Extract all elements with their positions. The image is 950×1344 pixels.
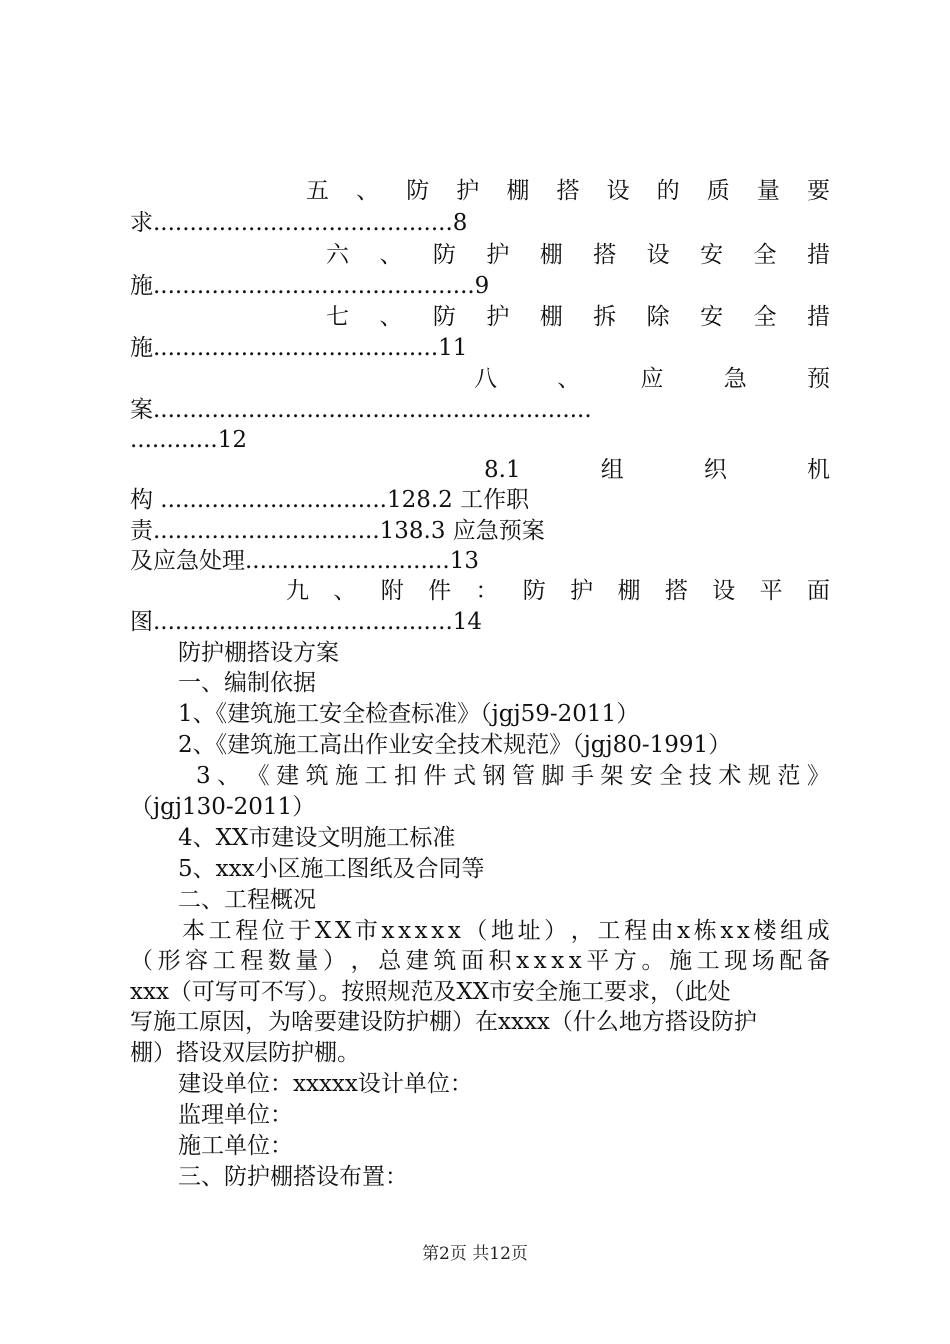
glyph: 的 <box>656 178 680 204</box>
glyph: 》 <box>806 763 830 789</box>
glyph: 防 <box>522 578 546 604</box>
glyph: 附 <box>380 578 404 604</box>
glyph: x <box>533 948 547 974</box>
glyph: （ <box>130 948 153 974</box>
glyph: X <box>314 918 332 944</box>
reference-3-cont: （jgj130-2011） <box>130 794 316 820</box>
glyph: x <box>431 918 445 944</box>
toc-item-8-2-leader: 责...............................138.3 应急预案 <box>130 518 545 544</box>
glyph: x <box>568 948 582 974</box>
glyph: 量 <box>295 948 319 974</box>
reference-1: 1、《建筑施工安全检查标准》（jgj59-2011） <box>178 701 640 727</box>
toc-item-9-leader: 图.........................................14 <box>130 609 483 635</box>
glyph: 程 <box>623 918 647 944</box>
glyph: x <box>381 918 395 944</box>
glyph: 市 <box>354 918 378 944</box>
glyph: 钢 <box>482 763 506 789</box>
glyph: 施 <box>669 948 693 974</box>
glyph: 护 <box>486 304 510 330</box>
glyph: 规 <box>747 763 771 789</box>
glyph: 备 <box>806 948 830 974</box>
glyph: 术 <box>718 763 742 789</box>
glyph: 程 <box>235 918 259 944</box>
glyph: 现 <box>724 948 748 974</box>
glyph: 栋 <box>693 918 717 944</box>
glyph: 3 <box>196 763 211 789</box>
glyph: 址 <box>517 918 541 944</box>
page-footer: 第2页 共12页 <box>422 1244 528 1264</box>
section-3-heading: 三、防护棚搭设布置： <box>178 1164 408 1190</box>
reference-3 <box>196 761 830 792</box>
glyph: 建 <box>405 948 429 974</box>
glyph: 设 <box>606 178 630 204</box>
glyph: 场 <box>751 948 775 974</box>
glyph: 七 <box>326 304 349 330</box>
glyph: 手 <box>570 763 594 789</box>
glyph: 筑 <box>305 763 329 789</box>
glyph: 成 <box>806 918 830 944</box>
toc-item-7-leader: 施.......................................11 <box>130 335 468 361</box>
glyph: 平 <box>586 948 610 974</box>
glyph: x <box>720 918 734 944</box>
glyph: 件 <box>423 763 447 789</box>
glyph: 形 <box>157 948 181 974</box>
glyph: 棚 <box>506 178 530 204</box>
glyph: 护 <box>486 242 510 268</box>
glyph: 措 <box>806 242 830 268</box>
toc-item-5-leader: 求.........................................8 <box>130 210 468 236</box>
overview-line-4: 写施工原因，为啥要建设防护棚）在xxxx（什么地方搭设防护 <box>130 1009 757 1035</box>
glyph: ： <box>475 578 499 604</box>
glyph: 护 <box>456 178 480 204</box>
glyph: ） <box>544 918 568 944</box>
glyph: 位 <box>261 918 285 944</box>
supervisor-unit: 监理单位： <box>178 1102 293 1128</box>
glyph: 楼 <box>753 918 777 944</box>
glyph: 筑 <box>433 948 457 974</box>
glyph: 平 <box>759 578 783 604</box>
glyph: 工 <box>364 763 388 789</box>
section-2-heading: 二、工程概况 <box>178 887 316 913</box>
glyph: 《 <box>246 763 270 789</box>
toc-item-8-leader-cont: ............12 <box>130 427 247 453</box>
glyph: 棚 <box>539 242 563 268</box>
glyph: 建 <box>276 763 300 789</box>
glyph: ， <box>350 948 374 974</box>
toc-item-7-title <box>326 302 830 333</box>
reference-4: 4、XX市建设文明施工标准 <box>178 825 456 851</box>
document-title: 防护棚搭设方案 <box>178 640 339 666</box>
overview-line-2 <box>130 946 830 977</box>
glyph: 方 <box>613 948 637 974</box>
glyph: 件 <box>428 578 452 604</box>
section-1-heading: 一、编制依据 <box>178 670 316 696</box>
reference-5: 5、xxx小区施工图纸及合同等 <box>178 856 485 882</box>
glyph: 。 <box>641 948 665 974</box>
glyph: 积 <box>488 948 512 974</box>
glyph: x <box>677 918 691 944</box>
glyph: 拆 <box>593 304 617 330</box>
toc-item-9-title <box>286 576 830 607</box>
glyph: 设 <box>646 242 670 268</box>
reference-2: 2、《建筑施工高出作业安全技术规范》（jgj80-1991） <box>178 732 732 758</box>
toc-item-8-1-word2: 织 <box>703 457 727 483</box>
glyph: ） <box>323 948 347 974</box>
glyph: 地 <box>490 918 514 944</box>
glyph: x <box>447 918 461 944</box>
glyph: 、 <box>379 242 403 268</box>
glyph: 数 <box>267 948 291 974</box>
glyph: 架 <box>600 763 624 789</box>
toc-item-8-1-word3: 机 <box>807 457 830 483</box>
glyph: x <box>736 918 750 944</box>
glyph: 防 <box>432 242 456 268</box>
toc-item-8-title <box>474 364 830 395</box>
glyph: 量 <box>756 178 780 204</box>
glyph: x <box>398 918 412 944</box>
glyph: 应 <box>640 366 664 392</box>
glyph: 全 <box>659 763 683 789</box>
toc-item-8-3-leader: 及应急处理............................13 <box>130 548 479 574</box>
glyph: 安 <box>700 242 724 268</box>
glyph: 工 <box>212 948 236 974</box>
toc-item-8-1-title <box>484 455 830 486</box>
toc-item-5-title <box>306 176 830 207</box>
glyph: 总 <box>378 948 402 974</box>
glyph: 、 <box>379 304 403 330</box>
glyph: 、 <box>356 178 380 204</box>
builder-unit: 建设单位：xxxxx设计单位： <box>178 1071 473 1097</box>
contractor-unit: 施工单位： <box>178 1133 293 1159</box>
glyph: 范 <box>777 763 801 789</box>
glyph: 全 <box>753 242 777 268</box>
glyph: 工 <box>597 918 621 944</box>
glyph: 搭 <box>664 578 688 604</box>
glyph: 容 <box>185 948 209 974</box>
toc-item-8-1-word1: 组 <box>600 457 624 483</box>
glyph: 棚 <box>617 578 641 604</box>
glyph: 工 <box>696 948 720 974</box>
glyph: 除 <box>646 304 670 330</box>
toc-item-6-leader: 施............................................9 <box>130 273 490 299</box>
glyph: 程 <box>240 948 264 974</box>
glyph: 扣 <box>394 763 418 789</box>
glyph: 防 <box>406 178 430 204</box>
glyph: 脚 <box>541 763 565 789</box>
glyph: 由 <box>650 918 674 944</box>
glyph: 措 <box>806 304 830 330</box>
glyph: 八 <box>474 366 497 392</box>
glyph: 管 <box>511 763 535 789</box>
glyph: （ <box>464 918 488 944</box>
glyph: ， <box>570 918 594 944</box>
glyph: 、 <box>217 763 241 789</box>
overview-line-3: xxx（可写可不写）。按照规范及XX市安全施工要求，（此处 <box>130 979 731 1005</box>
toc-item-6-title <box>326 240 830 271</box>
glyph: 全 <box>753 304 777 330</box>
glyph: 面 <box>460 948 484 974</box>
glyph: 组 <box>780 918 804 944</box>
glyph: 九 <box>286 578 309 604</box>
glyph: x <box>551 948 565 974</box>
glyph: 于 <box>288 918 312 944</box>
glyph: 五 <box>306 178 329 204</box>
glyph: 预 <box>807 366 830 392</box>
glyph: 防 <box>432 304 456 330</box>
glyph: 、 <box>557 366 581 392</box>
glyph: x <box>414 918 428 944</box>
glyph: 设 <box>712 578 736 604</box>
glyph: 配 <box>779 948 803 974</box>
overview-line-5: 棚）搭设双层防护棚。 <box>130 1040 360 1066</box>
glyph: 搭 <box>556 178 580 204</box>
toc-item-8-leader: 案............................................................ <box>130 397 592 423</box>
toc-item-8-1-number: 8.1 <box>484 457 521 483</box>
toc-item-8-1-leader: 构 ...............................128.2 工作职 <box>130 487 530 513</box>
glyph: 工 <box>208 918 232 944</box>
glyph: 护 <box>570 578 594 604</box>
glyph: X <box>334 918 352 944</box>
glyph: 技 <box>688 763 712 789</box>
glyph: 施 <box>335 763 359 789</box>
overview-line-1 <box>182 916 830 947</box>
glyph: 安 <box>700 304 724 330</box>
glyph: 式 <box>453 763 476 789</box>
glyph: 、 <box>333 578 357 604</box>
glyph: 要 <box>806 178 830 204</box>
glyph: 急 <box>723 366 747 392</box>
glyph: 搭 <box>593 242 617 268</box>
glyph: 棚 <box>539 304 563 330</box>
glyph: 质 <box>706 178 730 204</box>
glyph: 六 <box>326 242 349 268</box>
glyph: 本 <box>182 918 205 944</box>
glyph: 面 <box>806 578 830 604</box>
glyph: x <box>516 948 530 974</box>
glyph: 安 <box>629 763 653 789</box>
